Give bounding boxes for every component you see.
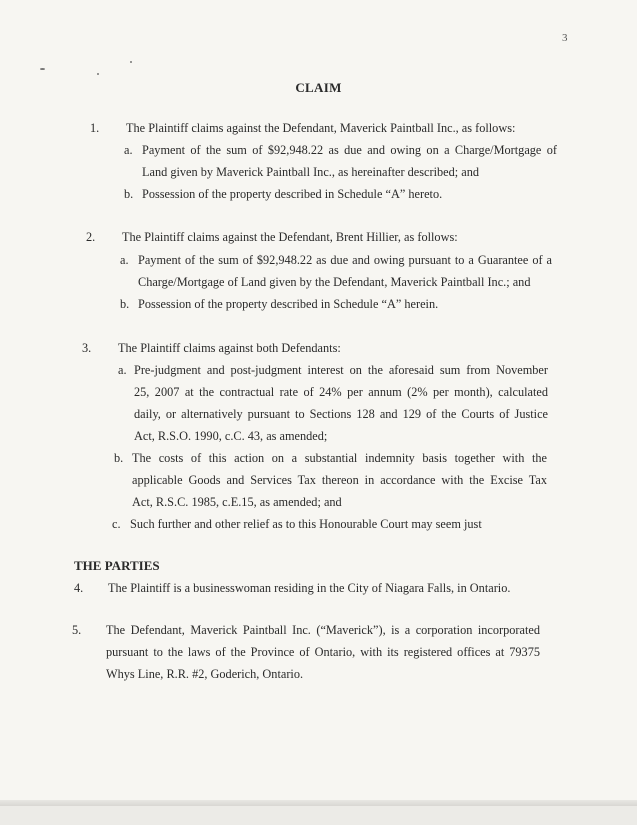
claim-3a-letter: a.: [118, 363, 127, 377]
para-5-line-1: The Defendant, Maverick Paintball Inc. (“Maverick”), is a corporation incorporated: [106, 623, 540, 637]
claim-1a-line-2: Land given by Maverick Paintball Inc., as hereinafter described; and: [142, 165, 480, 179]
page-title: CLAIM: [295, 80, 342, 95]
para-5-line-3: Whys Line, R.R. #2, Goderich, Ontario.: [106, 667, 304, 681]
scan-bottom-edge: [0, 806, 637, 825]
claim-2-intro: The Plaintiff claims against the Defendant, Brent Hillier, as follows:: [122, 230, 458, 244]
claim-2b-line-1: Possession of the property described in Schedule “A” herein.: [138, 297, 439, 311]
scan-speck: [40, 68, 45, 70]
claim-3b-letter: b.: [114, 451, 124, 465]
claim-3b-line-3: Act, R.S.C. 1985, c.E.15, as amended; and: [132, 495, 342, 509]
para-4-number: 4.: [74, 581, 84, 595]
claim-2a-line-2: Charge/Mortgage of Land given by the Defendant, Maverick Paintball Inc.; and: [138, 275, 531, 289]
claim-3a-line-3: daily, or alternatively pursuant to Sections 128 and 129 of the Courts of Justice: [134, 407, 548, 421]
claim-2a-line-1: Payment of the sum of $92,948.22 as due and owing pursuant to a Guarantee of a: [138, 253, 552, 267]
claim-1b-line-1: Possession of the property described in Schedule “A” hereto.: [142, 187, 443, 201]
claim-3a-line-4: Act, R.S.O. 1990, c.C. 43, as amended;: [134, 429, 328, 443]
page-number: 3: [562, 32, 568, 44]
claim-3-intro: The Plaintiff claims against both Defendants:: [118, 341, 341, 355]
claim-3a-line-1: Pre-judgment and post-judgment interest on the aforesaid sum from November: [134, 363, 548, 377]
claim-2b-letter: b.: [120, 297, 130, 311]
para-4-line-1: The Plaintiff is a businesswoman residing in the City of Niagara Falls, in Ontario.: [108, 581, 511, 595]
scan-speck: [97, 73, 99, 75]
claim-1a-line-1: Payment of the sum of $92,948.22 as due and owing on a Charge/Mortgage of: [142, 143, 557, 157]
claim-3c-line-1: Such further and other relief as to this Honourable Court may seem just: [130, 517, 482, 531]
claim-1b-letter: b.: [124, 187, 134, 201]
claim-3-number: 3.: [82, 341, 92, 355]
claim-1a-letter: a.: [124, 143, 133, 157]
claim-3b-line-2: applicable Goods and Services Tax thereon in accordance with the Excise Tax: [132, 473, 547, 487]
claim-1-intro: The Plaintiff claims against the Defendant, Maverick Paintball Inc., as follows:: [126, 121, 516, 135]
claim-3b-line-1: The costs of this action on a substantial indemnity basis together with the: [132, 451, 547, 465]
scan-speck: [130, 61, 132, 63]
claim-3c-letter: c.: [112, 517, 121, 531]
claim-3a-line-2: 25, 2007 at the contractual rate of 24% per annum (2% per month), calculated: [134, 385, 548, 399]
claim-1-number: 1.: [90, 121, 100, 135]
claim-2a-letter: a.: [120, 253, 129, 267]
section-heading: THE PARTIES: [74, 558, 160, 573]
para-5-number: 5.: [72, 623, 82, 637]
claim-2-number: 2.: [86, 230, 96, 244]
para-5-line-2: pursuant to the laws of the Province of Ontario, with its registered offices at 79375: [106, 645, 540, 659]
